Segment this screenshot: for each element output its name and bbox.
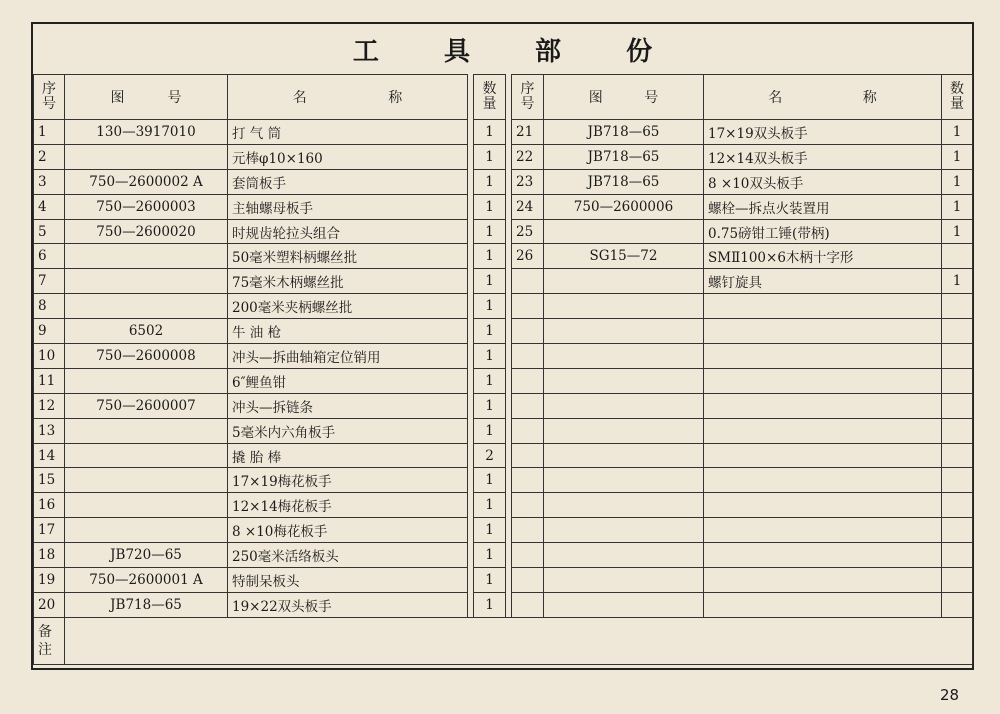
row-drawing-number: 750—2600002 A <box>65 169 228 194</box>
row-quantity <box>942 468 973 493</box>
row-item-name <box>704 468 942 493</box>
row-quantity <box>942 493 973 518</box>
row-quantity <box>942 244 973 269</box>
table-row <box>34 468 973 493</box>
row-drawing-number: SG15—72 <box>544 244 704 269</box>
row-quantity <box>942 294 973 319</box>
table-row <box>34 344 973 369</box>
row-seq: 11 <box>34 368 65 393</box>
remarks-content <box>65 617 973 664</box>
row-quantity <box>942 418 973 443</box>
row-drawing-number: 750—2600008 <box>65 344 228 369</box>
row-drawing-number <box>65 443 228 468</box>
row-drawing-number: JB718—65 <box>65 592 228 617</box>
row-quantity: 1 <box>942 120 973 145</box>
row-seq <box>512 592 544 617</box>
row-drawing-number <box>65 244 228 269</box>
row-seq: 1 <box>34 120 65 145</box>
row-seq: 8 <box>34 294 65 319</box>
row-item-name: 19×22双头板手 <box>228 592 468 617</box>
row-seq: 16 <box>34 493 65 518</box>
row-item-name: 牛 油 枪 <box>228 319 468 344</box>
row-drawing-number <box>65 368 228 393</box>
header-name-left: 名 称 <box>228 75 468 120</box>
row-item-name <box>704 518 942 543</box>
header-seq-right: 序 号 <box>512 75 544 120</box>
row-seq: 13 <box>34 418 65 443</box>
row-seq: 10 <box>34 344 65 369</box>
row-item-name <box>704 543 942 568</box>
row-quantity: 1 <box>942 194 973 219</box>
row-quantity: 1 <box>942 219 973 244</box>
row-item-name: 5毫米内六角板手 <box>228 418 468 443</box>
row-drawing-number <box>544 568 704 593</box>
row-quantity: 1 <box>474 319 506 344</box>
row-item-name <box>704 319 942 344</box>
row-seq <box>512 418 544 443</box>
row-drawing-number <box>544 443 704 468</box>
row-item-name: 元棒φ10×160 <box>228 144 468 169</box>
row-quantity: 1 <box>474 493 506 518</box>
row-seq: 5 <box>34 219 65 244</box>
row-drawing-number: JB720—65 <box>65 543 228 568</box>
row-item-name <box>704 443 942 468</box>
row-seq: 17 <box>34 518 65 543</box>
row-drawing-number: 750—2600003 <box>65 194 228 219</box>
row-seq: 2 <box>34 144 65 169</box>
row-item-name: 0.75磅钳工锤(带柄) <box>704 219 942 244</box>
remarks-char: 备 <box>38 623 52 640</box>
row-seq <box>512 319 544 344</box>
row-item-name <box>704 418 942 443</box>
row-quantity: 1 <box>474 518 506 543</box>
row-seq: 26 <box>512 244 544 269</box>
page-frame <box>31 22 974 670</box>
row-seq <box>512 368 544 393</box>
row-drawing-number <box>544 468 704 493</box>
header-code-left: 图 号 <box>65 75 228 120</box>
table-row <box>34 169 973 194</box>
row-seq: 14 <box>34 443 65 468</box>
row-quantity <box>942 344 973 369</box>
table-row <box>34 518 973 543</box>
row-seq <box>512 344 544 369</box>
row-quantity: 1 <box>474 120 506 145</box>
row-quantity <box>942 518 973 543</box>
table-row <box>34 120 973 145</box>
row-seq: 23 <box>512 169 544 194</box>
row-seq <box>512 543 544 568</box>
header-qty-right: 数 量 <box>942 75 973 120</box>
row-seq <box>512 518 544 543</box>
row-item-name: 撬 胎 棒 <box>228 443 468 468</box>
row-item-name: 时规齿轮拉头组合 <box>228 219 468 244</box>
row-quantity: 1 <box>474 219 506 244</box>
row-item-name <box>704 568 942 593</box>
row-drawing-number: 6502 <box>65 319 228 344</box>
row-drawing-number: 750—2600001 A <box>65 568 228 593</box>
row-item-name: 特制呆板头 <box>228 568 468 593</box>
row-item-name: 冲头—拆链条 <box>228 393 468 418</box>
row-drawing-number <box>544 219 704 244</box>
row-quantity: 1 <box>942 144 973 169</box>
row-quantity <box>942 568 973 593</box>
table-row <box>34 269 973 294</box>
page-title: 工 具 部 份 <box>352 36 681 67</box>
row-item-name: 50毫米塑料柄螺丝批 <box>228 244 468 269</box>
row-drawing-number <box>544 368 704 393</box>
row-seq: 19 <box>34 568 65 593</box>
row-item-name: 17×19双头板手 <box>704 120 942 145</box>
page-number: 28 <box>940 686 960 704</box>
row-item-name: 12×14梅花板手 <box>228 493 468 518</box>
table-row <box>34 319 973 344</box>
row-item-name: 螺钉旋具 <box>704 269 942 294</box>
table-header-row <box>34 75 973 120</box>
row-quantity: 1 <box>474 393 506 418</box>
row-item-name: 主轴螺母板手 <box>228 194 468 219</box>
row-item-name <box>704 393 942 418</box>
row-seq <box>512 568 544 593</box>
row-quantity: 1 <box>474 144 506 169</box>
table-row <box>34 244 973 269</box>
table-row <box>34 294 973 319</box>
row-quantity <box>942 368 973 393</box>
row-item-name: 12×14双头板手 <box>704 144 942 169</box>
row-drawing-number <box>544 518 704 543</box>
table-row <box>34 418 973 443</box>
row-seq: 24 <box>512 194 544 219</box>
table-row <box>34 592 973 617</box>
row-seq <box>512 443 544 468</box>
row-drawing-number <box>65 518 228 543</box>
row-item-name: 8 ×10梅花板手 <box>228 518 468 543</box>
row-quantity: 1 <box>474 418 506 443</box>
row-item-name: 6″鲤鱼钳 <box>228 368 468 393</box>
row-item-name <box>704 368 942 393</box>
row-drawing-number <box>544 592 704 617</box>
row-drawing-number <box>65 493 228 518</box>
row-item-name <box>704 592 942 617</box>
row-drawing-number <box>65 294 228 319</box>
row-drawing-number: JB718—65 <box>544 144 704 169</box>
row-quantity: 1 <box>474 244 506 269</box>
row-seq: 9 <box>34 319 65 344</box>
row-drawing-number <box>544 543 704 568</box>
row-item-name: 套筒板手 <box>228 169 468 194</box>
row-item-name: 17×19梅花板手 <box>228 468 468 493</box>
row-drawing-number <box>65 468 228 493</box>
row-seq <box>512 468 544 493</box>
row-quantity: 1 <box>474 269 506 294</box>
tools-table <box>33 74 973 665</box>
row-drawing-number <box>544 493 704 518</box>
row-item-name <box>704 344 942 369</box>
row-drawing-number <box>544 294 704 319</box>
row-quantity <box>942 319 973 344</box>
table-row <box>34 543 973 568</box>
row-quantity <box>942 443 973 468</box>
row-seq <box>512 269 544 294</box>
row-drawing-number: 750—2600007 <box>65 393 228 418</box>
remarks-row <box>34 617 973 664</box>
row-drawing-number <box>544 418 704 443</box>
row-quantity: 1 <box>474 568 506 593</box>
row-drawing-number: JB718—65 <box>544 120 704 145</box>
row-drawing-number <box>65 418 228 443</box>
row-drawing-number: 750—2600006 <box>544 194 704 219</box>
table-row <box>34 568 973 593</box>
row-item-name: 200毫米夹柄螺丝批 <box>228 294 468 319</box>
row-drawing-number <box>65 144 228 169</box>
row-seq: 7 <box>34 269 65 294</box>
row-seq: 15 <box>34 468 65 493</box>
row-quantity <box>942 543 973 568</box>
table-row <box>34 368 973 393</box>
row-quantity: 1 <box>942 269 973 294</box>
row-quantity: 1 <box>474 344 506 369</box>
row-seq: 12 <box>34 393 65 418</box>
table-row <box>34 443 973 468</box>
row-seq: 3 <box>34 169 65 194</box>
row-seq: 18 <box>34 543 65 568</box>
row-drawing-number <box>65 269 228 294</box>
row-seq: 4 <box>34 194 65 219</box>
row-item-name <box>704 493 942 518</box>
header-code-right: 图 号 <box>544 75 704 120</box>
remarks-label <box>34 617 65 664</box>
row-quantity: 1 <box>474 294 506 319</box>
row-seq: 21 <box>512 120 544 145</box>
row-seq: 20 <box>34 592 65 617</box>
row-drawing-number <box>544 269 704 294</box>
row-item-name <box>704 294 942 319</box>
row-item-name: 75毫米木柄螺丝批 <box>228 269 468 294</box>
table-row <box>34 194 973 219</box>
row-quantity: 1 <box>474 194 506 219</box>
row-seq: 6 <box>34 244 65 269</box>
row-item-name: 8 ×10双头板手 <box>704 169 942 194</box>
row-seq: 22 <box>512 144 544 169</box>
row-drawing-number <box>544 393 704 418</box>
remarks-char: 注 <box>38 641 52 658</box>
row-seq <box>512 294 544 319</box>
row-item-name: 螺栓—拆点火装置用 <box>704 194 942 219</box>
row-drawing-number <box>544 319 704 344</box>
row-item-name: 250毫米活络板头 <box>228 543 468 568</box>
row-quantity: 2 <box>474 443 506 468</box>
row-seq <box>512 393 544 418</box>
row-drawing-number: 130—3917010 <box>65 120 228 145</box>
row-drawing-number: 750—2600020 <box>65 219 228 244</box>
header-qty-left: 数 量 <box>474 75 506 120</box>
row-quantity: 1 <box>474 468 506 493</box>
row-item-name: SMⅡ100×6木柄十字形 <box>704 244 942 269</box>
row-item-name: 打 气 筒 <box>228 120 468 145</box>
table-row <box>34 219 973 244</box>
header-name-right: 名 称 <box>704 75 942 120</box>
row-seq: 25 <box>512 219 544 244</box>
row-quantity: 1 <box>474 169 506 194</box>
row-quantity <box>942 592 973 617</box>
row-quantity: 1 <box>474 368 506 393</box>
row-quantity: 1 <box>942 169 973 194</box>
row-drawing-number <box>544 344 704 369</box>
row-seq <box>512 493 544 518</box>
table-row <box>34 493 973 518</box>
row-item-name: 冲头—拆曲轴箱定位销用 <box>228 344 468 369</box>
row-quantity: 1 <box>474 592 506 617</box>
row-quantity: 1 <box>474 543 506 568</box>
header-seq-left: 序 号 <box>34 75 65 120</box>
table-row <box>34 144 973 169</box>
row-quantity <box>942 393 973 418</box>
row-drawing-number: JB718—65 <box>544 169 704 194</box>
table-row <box>34 393 973 418</box>
